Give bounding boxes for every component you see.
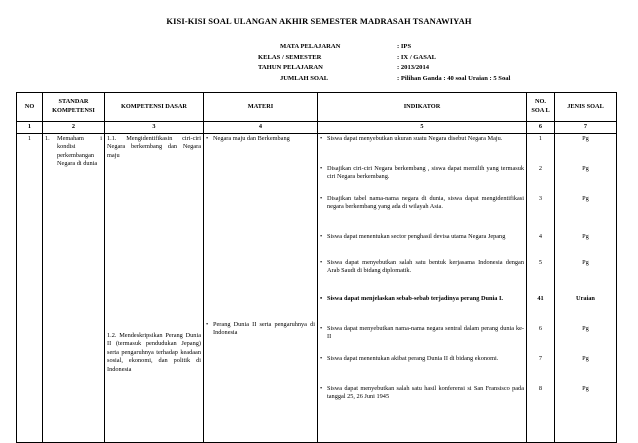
indikator-item bbox=[320, 295, 524, 304]
meta-label: TAHUN PELAJARAN bbox=[258, 64, 323, 71]
indikator-text: Siswa dapat menyebutkan salah satu hasil konferensi si San Fransisco pada tanggal 25, 26 Juni 1945 bbox=[327, 384, 524, 401]
bullet: • bbox=[320, 384, 323, 392]
meta-value: : Pilihan Ganda : 40 soal Uraian : 5 Soal bbox=[397, 74, 511, 82]
bullet: • bbox=[320, 232, 323, 240]
header-materi: MATERI bbox=[204, 93, 318, 122]
no-soal-cell bbox=[527, 133, 555, 442]
indikator-item bbox=[320, 233, 524, 242]
column-number: 4 bbox=[204, 122, 318, 134]
jenis-soal-cell bbox=[555, 133, 617, 442]
column-number: 6 bbox=[527, 122, 555, 134]
meta-label: MATA PELAJARAN bbox=[280, 43, 341, 50]
question-number: 7 bbox=[538, 354, 543, 362]
materi-text: Perang Dunia II serta pengaruhnya di Indonesia bbox=[213, 320, 315, 337]
meta-row-year bbox=[258, 63, 510, 74]
column-number: 2 bbox=[43, 122, 105, 134]
indikator-text: Siswa dapat menyebutkan nama-nama negara sentral dalam perang dunia ke-II bbox=[327, 324, 524, 341]
header-indikator: INDIKATOR bbox=[318, 93, 527, 122]
meta-value: : 2013/2014 bbox=[397, 64, 430, 71]
indikator-item bbox=[320, 165, 524, 182]
question-type: Pg bbox=[582, 258, 589, 266]
question-type: Pg bbox=[582, 164, 589, 172]
question-type: Pg bbox=[582, 324, 589, 332]
kd-item: 1.2. Mendeskripsikan Perang Dunia II (termasuk pendudukan Jepang) serta pengaruhnya terhadap keadaan sosial, ekonomi, dan politik di Indonesia bbox=[107, 331, 201, 373]
standar-kompetensi-cell bbox=[43, 133, 105, 442]
question-number: 1 bbox=[538, 134, 543, 142]
meta-value: : IPS bbox=[397, 43, 412, 50]
bullet: • bbox=[320, 258, 323, 266]
indikator-item bbox=[320, 385, 524, 402]
indikator-cell bbox=[318, 133, 527, 442]
indikator-text: Siswa dapat menentukan sector penghasil devisa utama Negara Jepang bbox=[327, 232, 506, 240]
sk-item bbox=[45, 135, 102, 169]
header-jenis-soal: JENIS SOAL bbox=[555, 93, 617, 122]
materi-item bbox=[206, 135, 315, 144]
indikator-text: Siswa dapat menyebutkan salah satu bentuk kerjasama Indonesia dengan Arab Saudi di bidang diplomatik. bbox=[327, 258, 524, 275]
column-number: 3 bbox=[105, 122, 204, 134]
question-type: Pg bbox=[582, 232, 589, 240]
indikator-item bbox=[320, 325, 524, 342]
header-standar-kompetensi: STANDAR KOMPETENSI bbox=[43, 93, 105, 122]
column-number: 7 bbox=[555, 122, 617, 134]
materi-text: Negara maju dan Berkembang bbox=[213, 134, 290, 142]
sk-number: 1. bbox=[45, 134, 50, 142]
meta-label: KELAS / SEMESTER bbox=[258, 53, 322, 61]
table-row bbox=[17, 133, 617, 442]
indikator-item bbox=[320, 135, 524, 144]
question-number: 5 bbox=[538, 258, 543, 266]
sk-text: Memaham i kondisi perkembangan Negara di dunia bbox=[57, 134, 102, 168]
materi-item bbox=[206, 321, 315, 338]
meta-row-subject bbox=[258, 42, 510, 53]
meta-value: : IX / GASAL bbox=[397, 53, 437, 61]
bullet: • bbox=[206, 134, 209, 142]
header-row bbox=[17, 93, 617, 122]
bullet: • bbox=[320, 324, 323, 332]
bullet: • bbox=[320, 134, 323, 142]
document-meta bbox=[258, 42, 510, 84]
question-number: 8 bbox=[538, 384, 543, 392]
indikator-item bbox=[320, 259, 524, 276]
header-no: NO bbox=[17, 93, 43, 122]
document-title: KISI-KISI SOAL ULANGAN AKHIR SEMESTER MADRASAH TSANAWIYAH bbox=[166, 16, 472, 26]
header-kompetensi-dasar: KOMPETENSI DASAR bbox=[105, 93, 204, 122]
kd-item: 1.1. Mengidentifikasin ciri-ciri Negara berkembang dan Negara maju bbox=[107, 134, 201, 159]
column-number-row bbox=[17, 122, 617, 134]
meta-label: JUMLAH SOAL bbox=[280, 74, 329, 82]
indikator-text: Siswa dapat menjelaskan sebab-sebab terjadinya perang Dunia I. bbox=[327, 294, 503, 302]
column-number: 5 bbox=[318, 122, 527, 134]
indikator-item bbox=[320, 195, 524, 212]
bullet: • bbox=[320, 194, 323, 202]
meta-row-class bbox=[258, 53, 510, 64]
meta-row-count bbox=[258, 74, 510, 85]
column-number: 1 bbox=[17, 122, 43, 134]
materi-cell bbox=[204, 133, 318, 442]
question-type: Pg bbox=[582, 134, 589, 142]
indikator-text: Disajikan ciri-ciri Negara berkembang , siswa dapat memilih yang termasuk ciri Negara berkembang. bbox=[327, 164, 524, 181]
question-type: Pg bbox=[582, 384, 589, 392]
question-number: 2 bbox=[538, 164, 543, 172]
kompetensi-dasar-cell bbox=[105, 133, 204, 442]
question-type: Uraian bbox=[576, 294, 595, 302]
kisi-kisi-table bbox=[16, 92, 617, 443]
bullet: • bbox=[320, 354, 323, 362]
indikator-item bbox=[320, 355, 524, 364]
indikator-text: Siswa dapat menyebutkan ukuran suatu Negara disebut Negara Maju. bbox=[327, 134, 503, 142]
indikator-text: Disajikan tabel nama-nama negara di dunia, siswa dapat mengidentifikasi negara berkembang yang ada di wilayah Asia. bbox=[327, 194, 524, 211]
question-type: Pg bbox=[582, 194, 589, 202]
question-type: Pg bbox=[582, 354, 589, 362]
indikator-text: Siswa dapat menentukan akibat perang Dunia II di bidang ekonomi. bbox=[327, 354, 499, 362]
question-number: 4 bbox=[538, 232, 543, 240]
bullet: • bbox=[320, 294, 323, 302]
question-number: 41 bbox=[537, 294, 544, 302]
bullet: • bbox=[320, 164, 323, 172]
bullet: • bbox=[206, 320, 209, 328]
row-number: 1 bbox=[17, 133, 43, 442]
question-number: 3 bbox=[538, 194, 543, 202]
question-number: 6 bbox=[538, 324, 543, 332]
header-no-soal: NO. SOA L bbox=[527, 93, 555, 122]
